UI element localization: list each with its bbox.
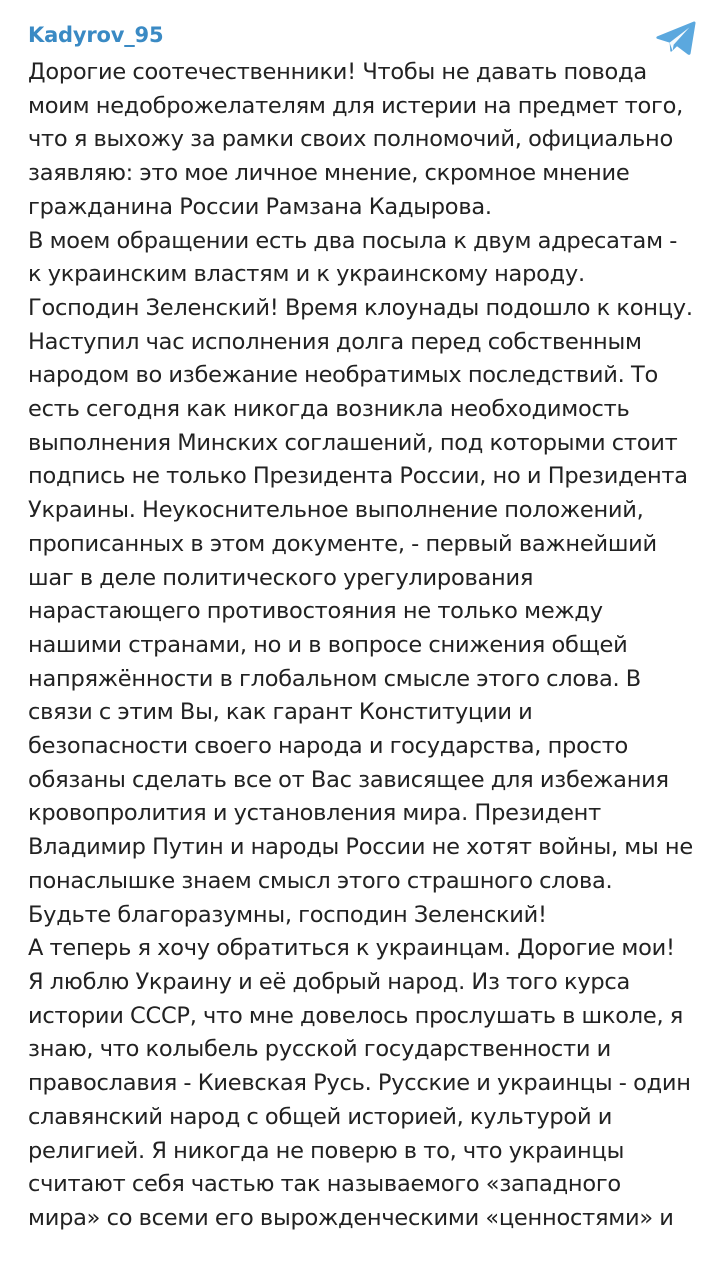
channel-name-link[interactable]: Kadyrov_95 bbox=[28, 23, 164, 47]
message-paragraph: А теперь я хочу обратиться к украинцам. Дорогие мои! Я люблю Украину и её добрый народ. Из того курса истории СССР, что мне довелось прослушать в школе, я знаю, что колыбель русской государственности и православия - Киевская Русь. Русские и украинцы - один славянский народ с общей историей, культурой и религией. Я никогда не поверю в то, что украинцы считают себя частью так называемого «западного мира» со всеми его вырожденческими «ценностями» и bbox=[28, 935, 691, 1231]
telegram-icon[interactable] bbox=[656, 20, 696, 56]
message-text bbox=[28, 56, 696, 1236]
message-paragraph: В моем обращении есть два посыла к двум адресатам - к украинским властям и к украинскому народу. Господин Зеленский! Время клоунады подошло к концу. Наступил час исполнения долга перед собственным народом во избежание необратимых последствий. То есть сегодня как никогда возникла необходимость выполнения Минских соглашений, под которыми стоит подпись не только Президента России, но и Президента Украины. Неукоснительное выполнение положений, прописанных в этом документе, - первый важнейший шаг в деле политического урегулирования нарастающего противостояния не только между нашими странами, но и в вопросе снижения общей напряжённости в глобальном смысле этого слова. В связи с этим Вы, как гарант Конституции и безопасности своего народа и государства, просто обязаны сделать все от Вас зависящее для избежания кровопролития и установления мира. Президент Владимир Путин и народы России не хотят войны, мы не понаслышке знаем смысл этого страшного слова. Будьте благоразумны, господин Зеленский! bbox=[28, 227, 693, 928]
message-paragraph: Дорогие соотечественники! Чтобы не давать повода моим недоброжелателям для истерии на предмет того, что я выхожу за рамки своих полномочий, официально заявляю: это мое личное мнение, скромное мнение гражданина России Рамзана Кадырова. bbox=[28, 59, 684, 220]
post-header bbox=[28, 20, 696, 50]
